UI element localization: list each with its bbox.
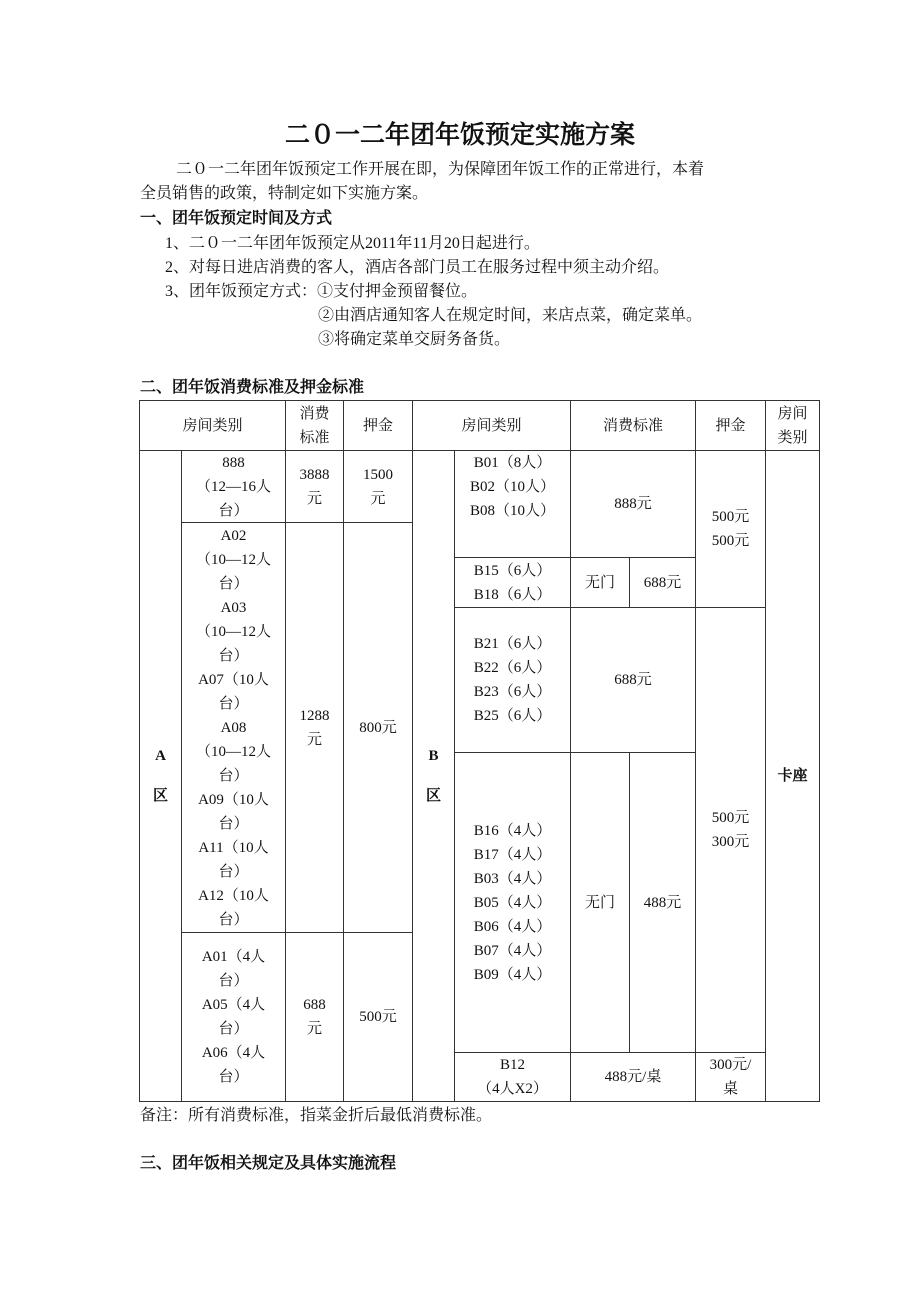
list-item: 2、对每日进店消费的客人，酒店各部门员工在服务过程中须主动介绍。 — [165, 259, 670, 276]
b-rooms-cell: B16（4人） B17（4人） B03（4人） B05（4人） B06（4人） B07（4人） B09（4人） — [454, 752, 571, 1053]
b-deposit-cell: 500元 500元 — [695, 450, 766, 608]
b-deposit-cell: 300元/ 桌 — [695, 1052, 766, 1102]
list-item: ③将确定菜单交厨务备货。 — [318, 331, 511, 348]
intro-line: 二０一二年团年饭预定工作开展在即，为保障团年饭工作的正常进行，本着 — [176, 161, 705, 178]
b-rooms-cell: B01（8人） B02（10人） B08（10人） — [454, 450, 571, 558]
list-item: 3、团年饭预定方式：①支付押金预留餐位。 — [165, 283, 478, 300]
a-deposit-cell: 1500 元 — [343, 450, 413, 523]
a-rooms-cell: A01（4人 台） A05（4人 台） A06（4人 台） — [181, 932, 286, 1102]
b-rooms-cell: B12 （4人X2） — [454, 1052, 571, 1102]
list-item: 1、二０一二年团年饭预定从2011年11月20日起进行。 — [165, 235, 540, 252]
a-rooms-cell: 888 （12—16人 台） — [181, 450, 286, 523]
booth-cell: 卡座 — [765, 450, 820, 1102]
b-price-cell: 688元 — [570, 607, 696, 753]
table-note: 备注：所有消费标准，指菜金折后最低消费标准。 — [140, 1107, 493, 1124]
table-header: 消费标准 — [570, 400, 696, 451]
b-door-cell: 无门 — [570, 752, 630, 1053]
a-deposit-cell: 500元 — [343, 932, 413, 1102]
table-header: 押金 — [695, 400, 766, 451]
b-price-cell: 888元 — [570, 450, 696, 558]
table-header: 押金 — [343, 400, 413, 451]
table-header: 房间类别 — [412, 400, 571, 451]
table-header: 房间 类别 — [765, 400, 820, 451]
a-price-cell: 3888 元 — [285, 450, 344, 523]
b-price-cell: 688元 — [629, 557, 696, 608]
b-rooms-cell: B21（6人） B22（6人） B23（6人） B25（6人） — [454, 607, 571, 753]
list-item: ②由酒店通知客人在规定时间，来店点菜，确定菜单。 — [318, 307, 703, 324]
zone-b-label: B 区 — [412, 450, 455, 1102]
section-heading: 三、团年饭相关规定及具体实施流程 — [140, 1155, 397, 1172]
a-deposit-cell: 800元 — [343, 522, 413, 933]
section-heading: 一、团年饭预定时间及方式 — [140, 210, 333, 227]
page-title: 二０一二年团年饭预定实施方案 — [284, 122, 635, 149]
table-header: 房间类别 — [139, 400, 286, 451]
b-rooms-cell: B15（6人） B18（6人） — [454, 557, 571, 608]
b-price-cell: 488元/桌 — [570, 1052, 696, 1102]
table-header: 消费 标准 — [285, 400, 344, 451]
zone-a-label: A 区 — [139, 450, 182, 1102]
a-rooms-cell: A02 （10—12人 台） A03 （10—12人 台） A07（10人 台） A08 （10—12人 台） A09（10人 台） A11（10人 台） A12（10人 台） — [181, 522, 286, 933]
b-door-cell: 无门 — [570, 557, 630, 608]
b-price-cell: 488元 — [629, 752, 696, 1053]
intro-line: 全员销售的政策，特制定如下实施方案。 — [140, 185, 429, 202]
a-price-cell: 688 元 — [285, 932, 344, 1102]
a-price-cell: 1288 元 — [285, 522, 344, 933]
b-deposit-cell: 500元 300元 — [695, 607, 766, 1053]
section-heading: 二、团年饭消费标准及押金标准 — [140, 379, 365, 396]
